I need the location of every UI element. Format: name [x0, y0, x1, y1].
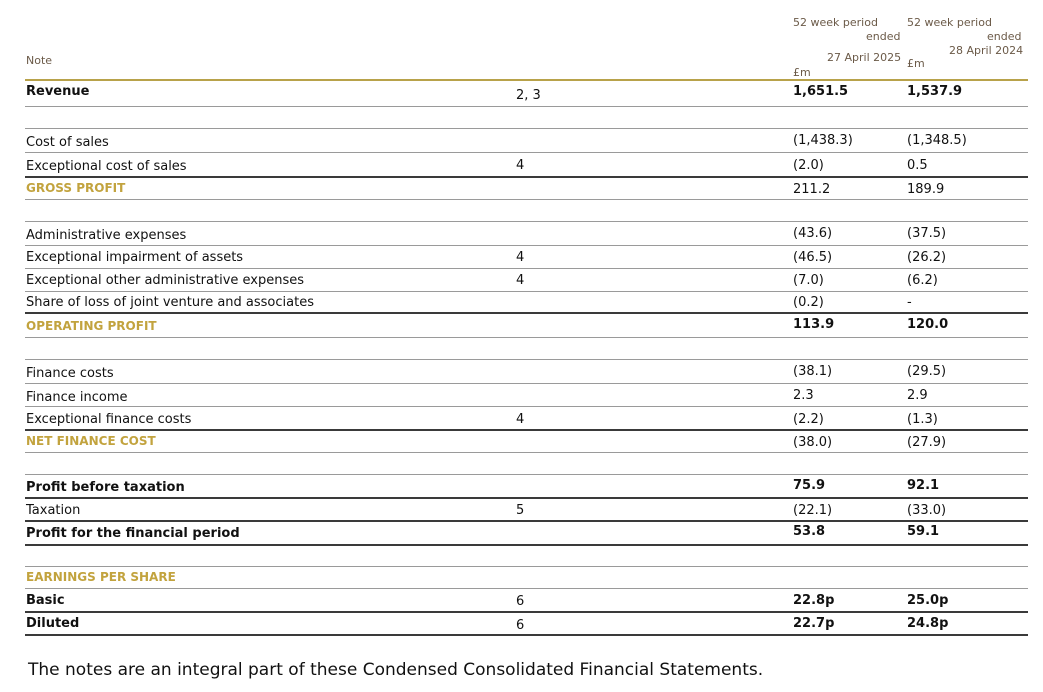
diluted-v1: 22.7p — [793, 616, 835, 631]
divider — [25, 221, 1028, 222]
eps-heading-label: EARNINGS PER SHARE — [26, 570, 176, 584]
exc-cost-of-sales-v1: (2.0) — [793, 158, 824, 173]
divider — [25, 291, 1028, 292]
cost-of-sales-label: Cost of sales — [26, 135, 109, 150]
share-of-loss-v2: - — [907, 295, 912, 310]
exc-cost-of-sales-label: Exceptional cost of sales — [26, 159, 187, 174]
header-rule — [25, 79, 1028, 81]
col1-period: 52 week period — [793, 16, 878, 29]
share-of-loss-v1: (0.2) — [793, 295, 824, 310]
divider — [25, 359, 1028, 360]
divider — [25, 245, 1028, 246]
exc-other-admin-label: Exceptional other administrative expenses — [26, 273, 305, 288]
col2-period: 52 week period — [907, 16, 992, 29]
finance-income-label: Finance income — [26, 390, 128, 405]
profit-before-tax-label: Profit before taxation — [26, 480, 185, 495]
divider — [25, 634, 1028, 636]
divider — [25, 152, 1028, 153]
net-finance-cost-v2: (27.9) — [907, 435, 947, 450]
net-finance-cost-label: NET FINANCE COST — [26, 434, 156, 448]
divider — [25, 337, 1028, 338]
gross-profit-v1: 211.2 — [793, 182, 831, 197]
gross-profit-label: GROSS PROFIT — [26, 181, 126, 195]
divider — [25, 312, 1028, 314]
exc-cost-of-sales-note: 4 — [516, 158, 525, 173]
basic-v2: 25.0p — [907, 593, 949, 608]
admin-expenses-v1: (43.6) — [793, 226, 833, 241]
revenue-v1: 1,651.5 — [793, 84, 849, 99]
divider — [25, 128, 1028, 129]
operating-profit-v1: 113.9 — [793, 317, 835, 332]
note-header: Note — [26, 54, 53, 67]
basic-v1: 22.8p — [793, 593, 835, 608]
finance-costs-v1: (38.1) — [793, 364, 833, 379]
exc-finance-costs-label: Exceptional finance costs — [26, 412, 192, 427]
exc-finance-costs-v1: (2.2) — [793, 412, 824, 427]
divider — [25, 429, 1028, 431]
gross-profit-v2: 189.9 — [907, 182, 945, 197]
profit-period-v1: 53.8 — [793, 524, 826, 539]
finance-costs-v2: (29.5) — [907, 364, 947, 379]
diluted-label: Diluted — [26, 616, 80, 631]
admin-expenses-label: Administrative expenses — [26, 228, 187, 243]
basic-note: 6 — [516, 594, 525, 609]
net-finance-cost-v1: (38.0) — [793, 435, 833, 450]
basic-label: Basic — [26, 593, 65, 608]
col1-date: 27 April 2025 — [827, 51, 902, 64]
exc-impairment-v2: (26.2) — [907, 250, 947, 265]
exc-other-admin-note: 4 — [516, 273, 525, 288]
taxation-note: 5 — [516, 503, 525, 518]
exc-other-admin-v2: (6.2) — [907, 273, 938, 288]
taxation-v2: (33.0) — [907, 503, 947, 518]
divider — [25, 474, 1028, 475]
operating-profit-label: OPERATING PROFIT — [26, 319, 157, 333]
finance-costs-label: Finance costs — [26, 366, 114, 381]
admin-expenses-v2: (37.5) — [907, 226, 947, 241]
divider — [25, 268, 1028, 269]
diluted-v2: 24.8p — [907, 616, 949, 631]
divider — [25, 588, 1028, 589]
divider — [25, 199, 1028, 200]
revenue-v2: 1,537.9 — [907, 84, 963, 99]
divider — [25, 566, 1028, 567]
exc-other-admin-v1: (7.0) — [793, 273, 824, 288]
divider — [25, 611, 1028, 613]
revenue-label: Revenue — [26, 84, 90, 99]
divider — [25, 520, 1028, 522]
divider — [25, 383, 1028, 384]
exc-impairment-v1: (46.5) — [793, 250, 833, 265]
exc-finance-costs-v2: (1.3) — [907, 412, 938, 427]
divider — [25, 452, 1028, 453]
divider — [25, 176, 1028, 178]
taxation-label: Taxation — [26, 503, 81, 518]
divider — [25, 106, 1028, 107]
finance-income-v2: 2.9 — [907, 388, 928, 403]
revenue-note: 2, 3 — [516, 88, 541, 103]
profit-period-v2: 59.1 — [907, 524, 940, 539]
share-of-loss-label: Share of loss of joint venture and associates — [26, 295, 314, 310]
footer-note: The notes are an integral part of these Condensed Consolidated Financial Statements. — [28, 660, 764, 680]
taxation-v1: (22.1) — [793, 503, 833, 518]
profit-before-tax-v2: 92.1 — [907, 478, 940, 493]
finance-income-v1: 2.3 — [793, 388, 814, 403]
cost-of-sales-v1: (1,438.3) — [793, 133, 853, 148]
col1-unit: £m — [793, 66, 811, 79]
exc-cost-of-sales-v2: 0.5 — [907, 158, 928, 173]
divider — [25, 544, 1028, 546]
col2-unit: £m — [907, 57, 925, 70]
col1-ended: ended — [866, 30, 901, 43]
cost-of-sales-v2: (1,348.5) — [907, 133, 967, 148]
exc-impairment-note: 4 — [516, 250, 525, 265]
divider — [25, 497, 1028, 499]
profit-before-tax-v1: 75.9 — [793, 478, 826, 493]
exc-finance-costs-note: 4 — [516, 412, 525, 427]
col2-ended: ended — [987, 30, 1022, 43]
operating-profit-v2: 120.0 — [907, 317, 949, 332]
divider — [25, 406, 1028, 407]
col2-date: 28 April 2024 — [949, 44, 1024, 57]
profit-period-label: Profit for the financial period — [26, 526, 240, 541]
exc-impairment-label: Exceptional impairment of assets — [26, 250, 244, 265]
diluted-note: 6 — [516, 618, 525, 633]
